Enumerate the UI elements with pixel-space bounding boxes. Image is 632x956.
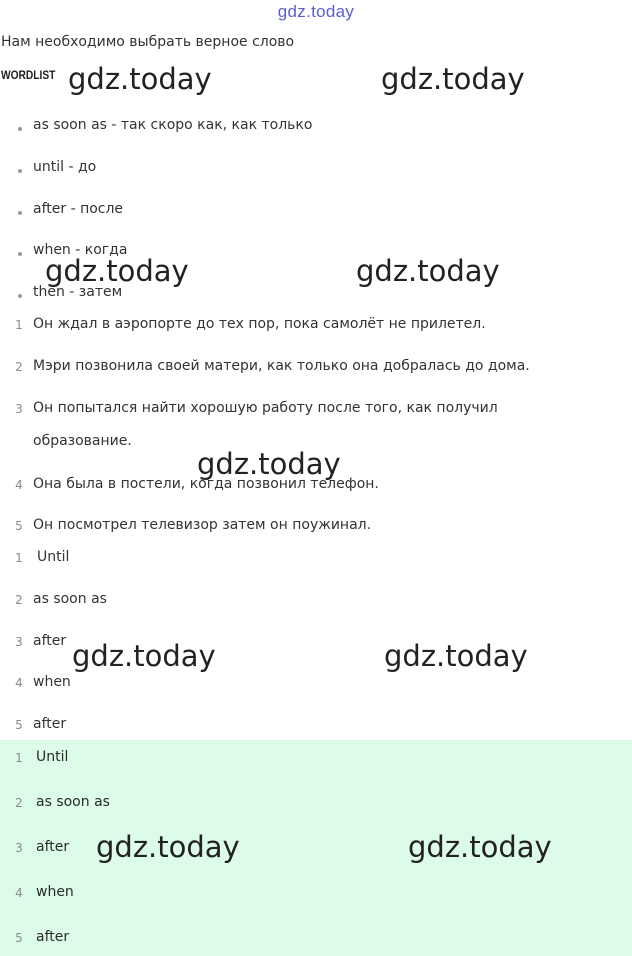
sentence-text-continued: образование. (33, 433, 132, 449)
answer-number: 3 (15, 841, 23, 855)
sentence-number: 3 (15, 402, 23, 416)
answer-text: after (36, 929, 70, 945)
answer-text: after (33, 633, 67, 649)
watermark: gdz.today (384, 639, 528, 673)
wordlist-item: until - до (33, 159, 97, 175)
watermark: gdz.today (68, 62, 212, 96)
wordlist-item: as soon as - так скоро как, как только (33, 117, 313, 133)
answer-number: 2 (15, 796, 23, 810)
intro-text: Нам необходимо выбрать верное слово (1, 34, 295, 50)
answer-number: 4 (15, 676, 23, 690)
answer-number: 1 (15, 551, 23, 565)
bullet-icon (18, 211, 22, 215)
sentence-text: Он ждал в аэропорте до тех пор, пока самолёт не прилетел. (33, 316, 486, 332)
watermark: gdz.today (45, 254, 189, 288)
sentence-text: Он посмотрел телевизор затем он поужинал. (33, 517, 372, 533)
sentence-text: Мэри позвонила своей матери, как только она добралась до дома. (33, 358, 530, 374)
sentence-number: 5 (15, 519, 23, 533)
answer-text: when (36, 884, 74, 900)
wordlist-item: after - после (33, 201, 124, 217)
answer-text: after (36, 839, 70, 855)
answer-number: 1 (15, 751, 23, 765)
answer-text: Until (37, 549, 70, 565)
bullet-icon (18, 169, 22, 173)
watermark: gdz.today (408, 830, 552, 864)
wordlist-item: then - затем (33, 284, 123, 300)
bullet-icon (18, 127, 22, 131)
answer-number: 5 (15, 931, 23, 945)
watermark: gdz.today (381, 62, 525, 96)
answer-text: when (33, 674, 71, 690)
watermark: gdz.today (96, 830, 240, 864)
watermark: gdz.today (72, 639, 216, 673)
answer-text: Until (36, 749, 69, 765)
answer-number: 4 (15, 886, 23, 900)
site-logo[interactable]: gdz.today (277, 2, 355, 21)
sentence-number: 2 (15, 360, 23, 374)
sentence-number: 4 (15, 478, 23, 492)
answer-number: 5 (15, 718, 23, 732)
answer-number: 2 (15, 593, 23, 607)
answer-number: 3 (15, 635, 23, 649)
answer-text: as soon as (36, 794, 110, 810)
wordlist-title: WORDLIST (1, 68, 56, 82)
sentence-text: Она была в постели, когда позвонил телефон. (33, 476, 379, 492)
watermark: gdz.today (356, 254, 500, 288)
bullet-icon (18, 252, 22, 256)
bullet-icon (18, 294, 22, 298)
answer-text: after (33, 716, 67, 732)
sentence-text: Он попытался найти хорошую работу после того, как получил (33, 400, 498, 416)
answer-text: as soon as (33, 591, 107, 607)
watermark: gdz.today (197, 447, 341, 481)
sentence-number: 1 (15, 318, 23, 332)
wordlist-item: when - когда (33, 242, 128, 258)
